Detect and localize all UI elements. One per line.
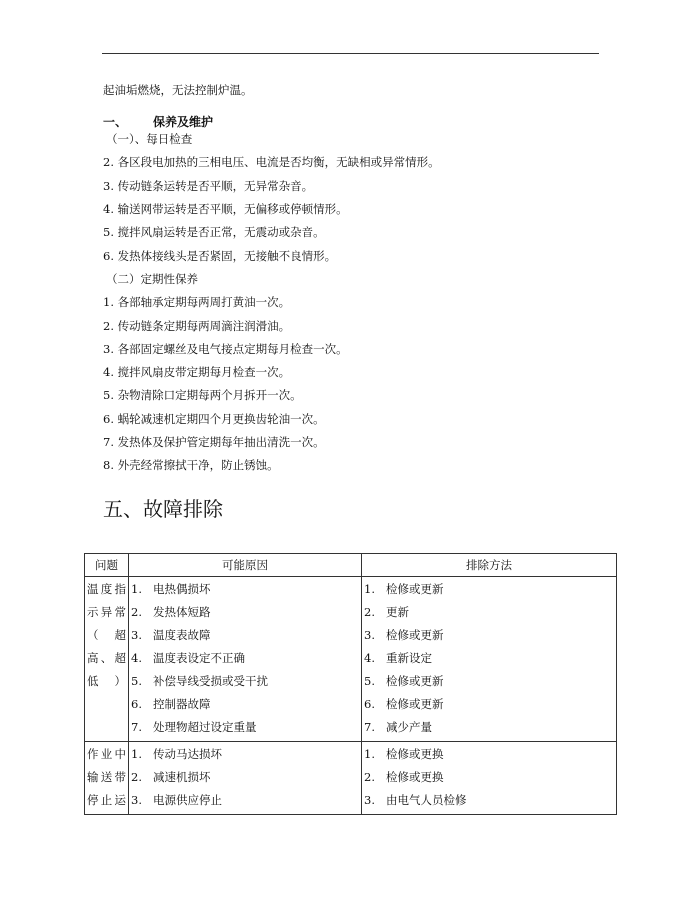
remedy-item: 4. 重新设定 (364, 651, 432, 665)
remedy-item: 3. 由电气人员检修 (364, 793, 467, 807)
cause-item: 2. 减速机损坏 (131, 770, 211, 784)
daily-item: 6. 发热体接线头是否紧固，无接触不良情形。 (103, 249, 337, 263)
cause-item: 2. 发热体短路 (131, 605, 211, 619)
remedy-item: 2. 检修或更换 (364, 770, 444, 784)
periodic-item: 3. 各部固定螺丝及电气接点定期每月检查一次。 (103, 342, 348, 356)
chapter-title: 五、故障排除 (103, 497, 223, 521)
header-cause: 可能原因 (129, 554, 362, 577)
remedy-item: 2. 更新 (364, 605, 409, 619)
cause-item: 1. 电热偶损坏 (131, 582, 211, 596)
remedy-item: 7. 减少产量 (364, 720, 432, 734)
cause-item: 3. 温度表故障 (131, 628, 211, 642)
table-row (85, 577, 617, 742)
header-remedy: 排除方法 (362, 554, 617, 577)
problem-cell: 温度指示异常（超高、超低） (85, 577, 129, 742)
header-rule (102, 53, 599, 54)
cause-item: 3. 电源供应停止 (131, 793, 222, 807)
remedy-item: 1. 检修或更换 (364, 747, 444, 761)
periodic-item: 8. 外壳经常擦拭干净，防止锈蚀。 (103, 458, 279, 472)
section-title: 保养及维护 (153, 115, 214, 129)
periodic-item: 7. 发热体及保护管定期每年抽出清洗一次。 (103, 435, 325, 449)
remedy-item: 3. 检修或更新 (364, 628, 444, 642)
cause-item: 1. 传动马达损坏 (131, 747, 222, 761)
periodic-item: 5. 杂物清除口定期每两个月拆开一次。 (103, 388, 302, 402)
periodic-item: 2. 传动链条定期每两周滴注润滑油。 (103, 319, 291, 333)
remedy-item: 6. 检修或更新 (364, 697, 444, 711)
remedy-cell (362, 742, 617, 815)
top-line-text: 起油垢燃烧，无法控制炉温。 (103, 83, 253, 97)
daily-item: 4. 输送网带运转是否平顺，无偏移或停顿情形。 (103, 202, 348, 216)
daily-item: 2. 各区段电加热的三相电压、电流是否均衡，无缺相或异常情形。 (103, 155, 440, 169)
table-row (85, 742, 617, 815)
daily-check-title: （一）、每日检查 (106, 132, 193, 146)
table-header-row (85, 554, 617, 577)
remedy-item: 5. 检修或更新 (364, 674, 444, 688)
cause-item: 6. 控制器故障 (131, 697, 211, 711)
cause-item: 5. 补偿导线受损或受干扰 (131, 674, 268, 688)
troubleshooting-table (84, 553, 617, 815)
remedy-cell (362, 577, 617, 742)
section-number: 一、 (103, 115, 128, 129)
daily-item: 3. 传动链条运转是否平顺，无异常杂音。 (103, 179, 314, 193)
section-heading (103, 114, 213, 130)
periodic-maintenance-title: （二）定期性保养 (106, 272, 198, 286)
daily-item: 5. 搅拌风扇运转是否正常，无震动或杂音。 (103, 225, 325, 239)
periodic-item: 1. 各部轴承定期每两周打黄油一次。 (103, 295, 291, 309)
periodic-item: 4. 搅拌风扇皮带定期每月检查一次。 (103, 365, 291, 379)
cause-item: 7. 处理物超过设定重量 (131, 720, 257, 734)
cause-cell (129, 742, 362, 815)
remedy-item: 1. 检修或更新 (364, 582, 444, 596)
cause-item: 4. 温度表设定不正确 (131, 651, 245, 665)
periodic-item: 6. 蜗轮减速机定期四个月更换齿轮油一次。 (103, 412, 325, 426)
cause-cell (129, 577, 362, 742)
header-problem: 问题 (85, 554, 129, 577)
problem-cell: 作业中输送带停止运 (85, 742, 129, 815)
